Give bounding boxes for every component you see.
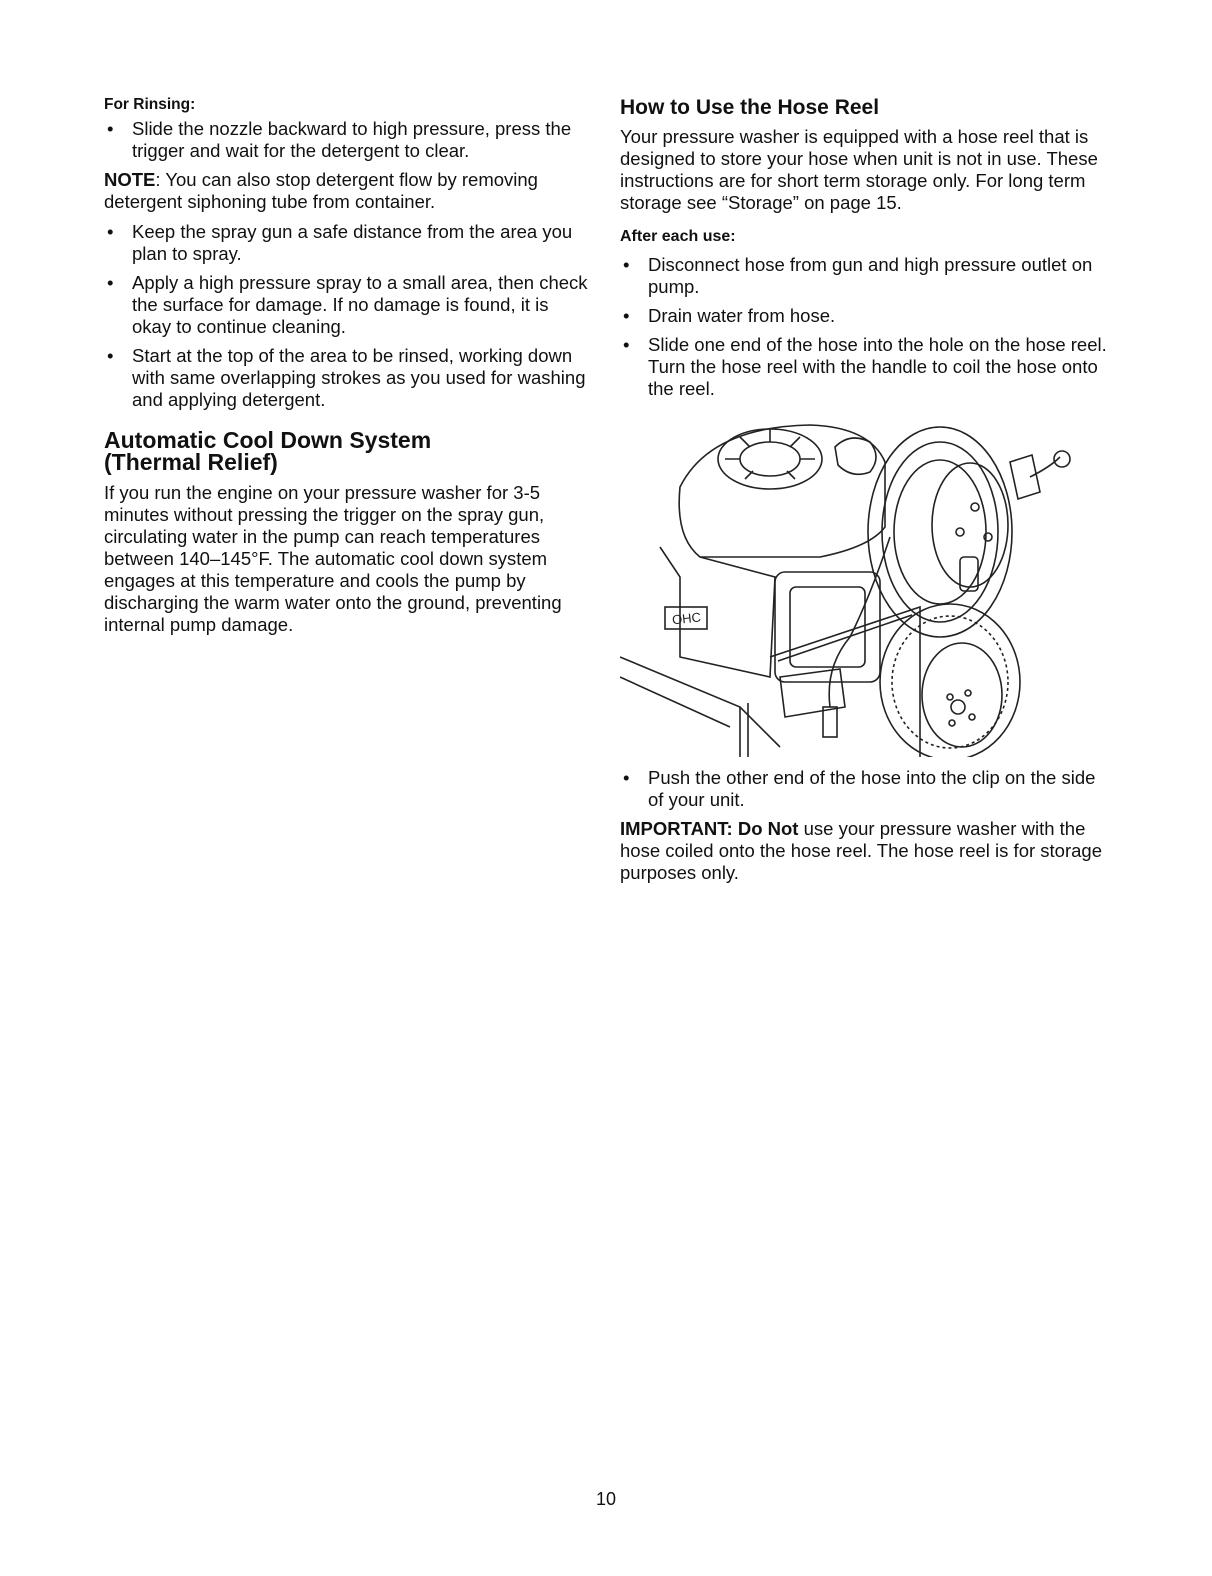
pressure-washer-hose-reel-figure [620, 407, 1112, 757]
bullet-text: Keep the spray gun a safe distance from the area you plan to spray. [132, 221, 573, 264]
wheel-lug [969, 714, 975, 720]
hose-reel-heading: How to Use the Hose Reel [620, 96, 880, 119]
bullet-text: Slide the nozzle backward to high pressure, press the trigger and wait for the detergent to clear. [132, 118, 572, 161]
frame-tube [620, 657, 780, 747]
wheel-lug [965, 690, 971, 696]
important-label: IMPORTANT: Do Not [620, 818, 799, 839]
list-item [104, 118, 590, 162]
bullet-text: Apply a high pressure spray to a small area, then check the surface for damage. If no damage is found, it is okay to continue cleaning. [132, 272, 588, 337]
rinsing-list-1 [104, 118, 590, 162]
important-text: use your pressure washer with the hose coiled onto the hose reel. The hose reel is for storage purposes only. [620, 818, 1102, 883]
bullet-text: Start at the top of the area to be rinsed, working down with same overlapping strokes as you used for washing and applying detergent. [132, 345, 586, 410]
list-item [620, 305, 1112, 327]
ohc-label: OHC [671, 609, 702, 628]
hose-reel-hub [932, 463, 1008, 587]
bullet-text: Slide one end of the hose into the hole on the hose reel. Turn the hose reel with the handle to coil the hose onto the reel. [648, 334, 1107, 399]
reel-bracket [1010, 455, 1040, 499]
pressure-washer-illustration [620, 407, 1112, 757]
reel-bolt [971, 503, 979, 511]
wheel-lug [949, 720, 955, 726]
wheel-lug [947, 694, 953, 700]
bullet-icon: • [107, 221, 114, 242]
bullet-text: Drain water from hose. [648, 305, 836, 326]
list-item [620, 334, 1112, 400]
frame-tube [620, 677, 730, 727]
hose-reel-intro: Your pressure washer is equipped with a hose reel that is designed to store your hose when unit is not in use. These instructions are for short term storage only. For long term storage see “Storage” on page 15. [620, 126, 1098, 213]
list-item [104, 272, 590, 338]
pump [780, 669, 845, 717]
engine-shroud [679, 425, 885, 557]
bullet-text: Disconnect hose from gun and high pressure outlet on pump. [648, 254, 1093, 297]
reel-bolt [956, 528, 964, 536]
note-paragraph [104, 169, 590, 213]
note-text: : You can also stop detergent flow by removing detergent siphoning tube from container. [104, 169, 538, 212]
cool-down-paragraph: If you run the engine on your pressure washer for 3-5 minutes without pressing the trigger on the spray gun, circulating water in the pump can reach temperatures between 140–145°F. The automatic cool down system engages at this temperature and cools the pump by discharging the warm water onto the ground, preventing internal pump damage. [104, 482, 562, 635]
left-column [104, 96, 590, 636]
reel-elbow-nut [1054, 451, 1070, 467]
cool-down-heading-line1: Automatic Cool Down System [104, 427, 432, 453]
for-rinsing-heading: For Rinsing: [104, 96, 196, 113]
wheel-hub [951, 700, 965, 714]
bullet-icon: • [623, 767, 630, 788]
push-list [620, 767, 1112, 811]
cool-down-heading-line2: (Thermal Relief) [104, 449, 278, 475]
right-column [620, 96, 1112, 884]
list-item [620, 767, 1112, 811]
bullet-icon: • [623, 334, 630, 355]
outlet-fitting [823, 707, 837, 737]
hose-reel-wrap [882, 442, 998, 622]
hose-reel-wrap [894, 460, 986, 604]
bullet-icon: • [107, 118, 114, 139]
wheel-rim [922, 643, 1002, 747]
after-use-list [620, 254, 1112, 400]
fuel-cap [835, 438, 876, 474]
bullet-icon: • [107, 345, 114, 366]
wheel-tire [880, 604, 1020, 757]
bullet-icon: • [107, 272, 114, 293]
bullet-icon: • [623, 254, 630, 275]
air-filter-cover [790, 587, 865, 667]
bullet-icon: • [623, 305, 630, 326]
note-label: NOTE [104, 169, 156, 190]
page-number: 10 [595, 1489, 617, 1509]
after-each-use-heading: After each use: [620, 228, 736, 245]
bullet-text: Push the other end of the hose into the clip on the side of your unit. [648, 767, 1096, 810]
cool-down-heading [104, 429, 590, 473]
important-paragraph [620, 818, 1112, 884]
rinsing-list-2 [104, 221, 590, 411]
list-item [104, 345, 590, 411]
list-item [104, 221, 590, 265]
list-item [620, 254, 1112, 298]
